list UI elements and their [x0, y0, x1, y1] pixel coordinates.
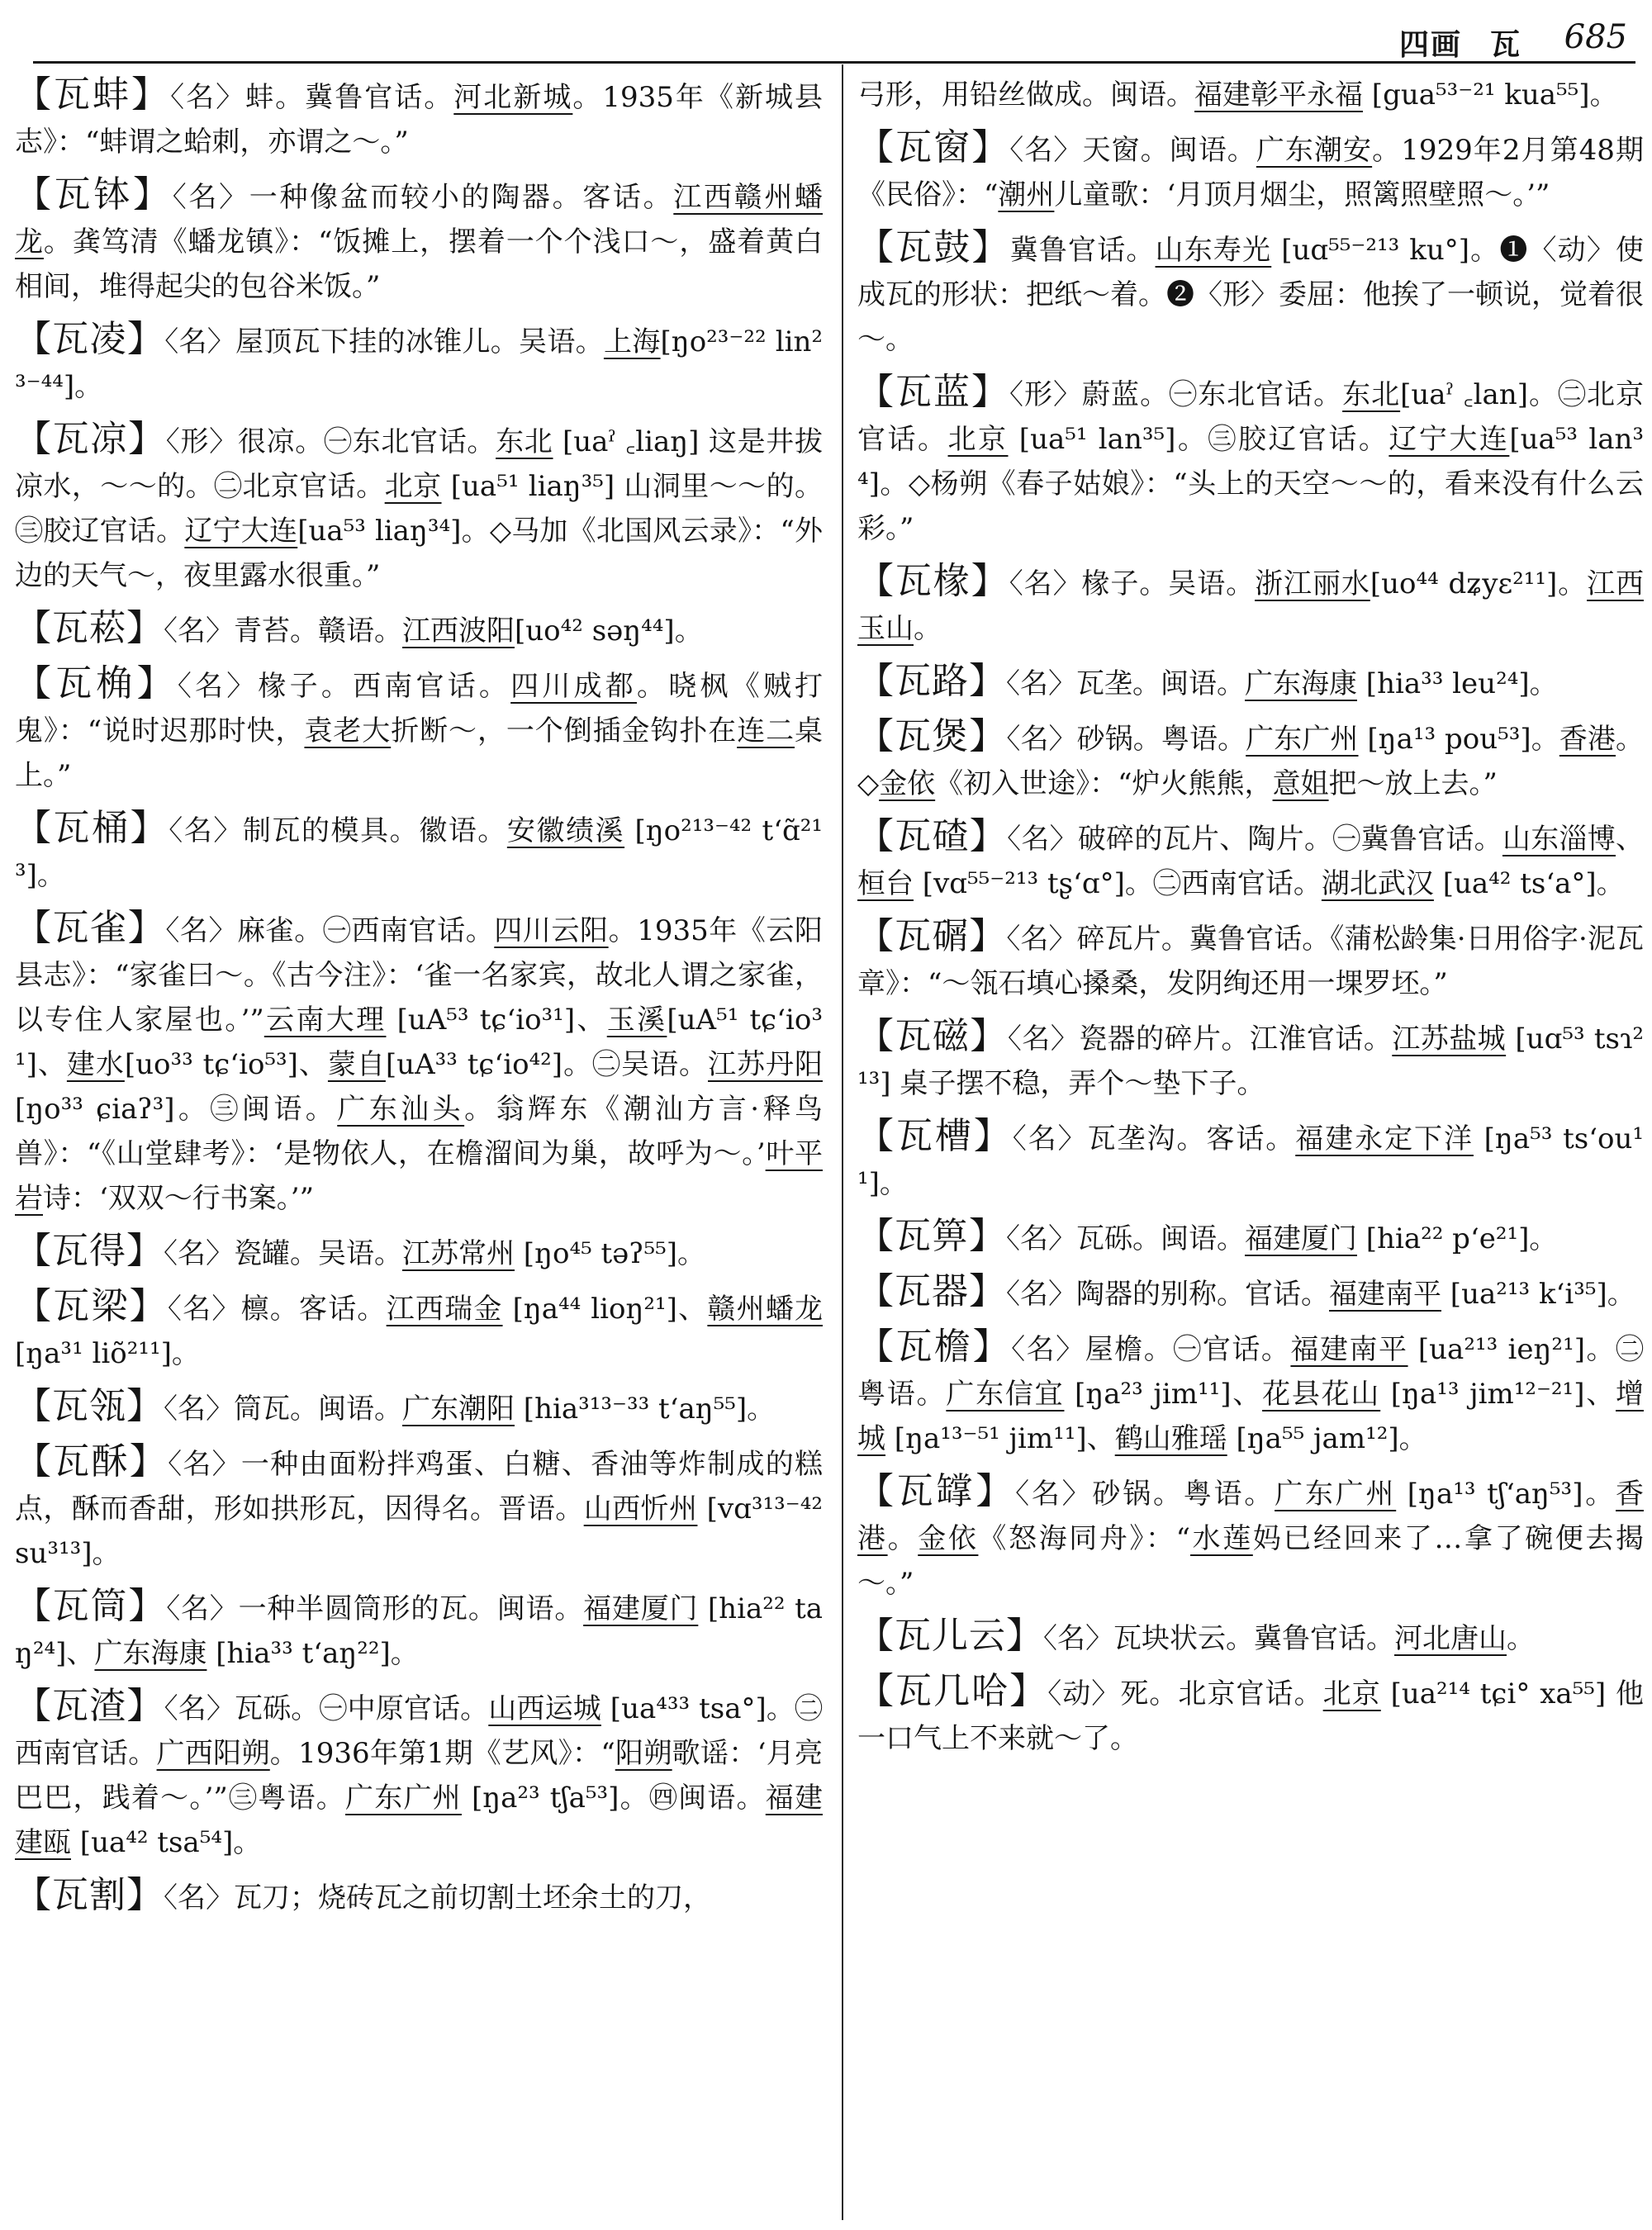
entry-text: 〈名〉屋檐。㊀官话。: [1011, 1333, 1291, 1366]
place-name: 北京: [947, 423, 1009, 456]
entry-headword: 【瓦几哈】: [857, 1670, 1048, 1712]
place-name: 福建厦门: [583, 1592, 699, 1625]
entry-text: 〈名〉檩。客话。: [167, 1293, 387, 1326]
place-name: 山西忻州: [583, 1492, 698, 1525]
entry-text: [hia³¹³⁻³³ tʻaŋ⁵⁵]。: [515, 1393, 776, 1426]
entry-text: [ŋo⁴⁵ təʔ⁵⁵]。: [515, 1237, 706, 1270]
dictionary-entry: [15, 417, 823, 598]
entry-text: [ua²¹⁴ tɕi° xa⁵⁵] 他一口气上不来就～了。: [857, 1677, 1644, 1755]
entry-text: [ŋa²³ tʃa⁵³]。㊃闽语。: [461, 1782, 766, 1815]
entry-text: 桌上。”: [15, 714, 823, 792]
place-name: 辽宁大连: [1389, 423, 1510, 456]
entry-text: 、: [1616, 823, 1644, 856]
place-name: 广东信宜: [946, 1378, 1065, 1411]
entry-text: [ua⁴² tsʻa°]。: [1433, 867, 1625, 900]
entry-text: [ŋa¹³ jim¹²⁻²¹]、: [1380, 1378, 1616, 1411]
dictionary-entry: [857, 1614, 1644, 1661]
entry-text: 〈名〉瓦垄。闽语。: [1006, 667, 1245, 700]
entry-headword: 【瓦罉】: [857, 1470, 1016, 1512]
entry-headword: 【瓦雀】: [15, 907, 166, 949]
entry-text: [ŋo²¹³⁻⁴² tʻɑ̃²¹³]。: [15, 814, 823, 892]
place-name: 广东海康: [94, 1637, 207, 1670]
dictionary-entry: [857, 914, 1644, 1006]
dictionary-entry: [15, 1684, 823, 1865]
place-name: 福建建瓯: [15, 1782, 823, 1859]
place-name: 广东海康: [1245, 667, 1357, 700]
entry-text: [ua⁵¹ liaŋ³⁵] 山洞里～～的。㊂胶辽官话。: [15, 470, 823, 548]
entry-headword: 【瓦蓝】: [857, 371, 1010, 413]
place-name: 河北唐山: [1394, 1622, 1507, 1655]
entry-headword: 【瓦蚌】: [15, 74, 171, 116]
entry-text: 冀鲁官话。: [1009, 234, 1156, 267]
entry-text: [ŋo³³ ɕiaʔ³]。㊂闽语。: [15, 1093, 338, 1126]
entry-headword: 【瓦器】: [857, 1270, 1006, 1312]
dictionary-entry: [15, 606, 823, 653]
entry-text: 〈动〉死。北京官话。: [1047, 1677, 1323, 1710]
entry-text: [uo⁴⁴ dʑyɛ²¹¹]。: [1370, 567, 1588, 600]
place-name: 福建南平: [1290, 1333, 1408, 1366]
place-name: 山东寿光: [1155, 234, 1272, 267]
place-name: 辽宁大连: [184, 515, 298, 548]
entry-text: 〈名〉屋顶瓦下挂的冰锥儿。吴语。: [164, 325, 604, 358]
column-divider: [842, 64, 843, 2220]
right-column: [857, 73, 1644, 2220]
entry-text: 弓形，用铅丝做成。闽语。: [857, 78, 1194, 112]
entry-headword: 【瓦瓴】: [15, 1385, 164, 1427]
place-name: 玉溪: [606, 1004, 667, 1037]
entry-text: 〈名〉砂锅。粤语。: [1006, 723, 1246, 756]
entry-text: [uɑ⁵³ tsɿ²¹³] 桌子摆不稳，弄个～垫下子。: [857, 1022, 1644, 1100]
entry-text: [gua⁵³⁻²¹ kua⁵⁵]。: [1363, 78, 1618, 112]
entry-text: 儿童歌：‘月顶月烟尘，照篱照壁照～。’”: [1054, 178, 1550, 211]
entry-text: 。翁辉东《潮汕方言·释鸟兽》：“《山堂肆考》：‘是物依人，在檐溜间为巢，故呼为～。’: [15, 1093, 823, 1170]
entry-text: [ŋa¹³ pou⁵³]。: [1358, 723, 1559, 756]
entry-headword: 【瓦凌】: [15, 318, 165, 360]
place-name: 四川成都: [510, 670, 637, 703]
dictionary-entry: [15, 1584, 823, 1676]
place-name: 福建厦门: [1245, 1222, 1357, 1255]
entry-text: [uo³³ tɕʻio⁵³]、: [124, 1048, 328, 1081]
place-name: 福建彰平永福: [1194, 78, 1363, 112]
entry-text: 〈名〉瓷器的碎片。江淮官话。: [1007, 1022, 1393, 1056]
dictionary-entry: [857, 1469, 1644, 1606]
entry-text: 〈名〉麻雀。㊀西南官话。: [165, 914, 495, 947]
dictionary-entry: [15, 1873, 823, 1920]
entry-headword: 【瓦檐】: [857, 1326, 1012, 1368]
entry-text: 〈名〉瓦块状云。冀鲁官话。: [1043, 1622, 1394, 1655]
entry-headword: 【瓦桶】: [15, 807, 169, 849]
place-name: 东北: [1342, 378, 1401, 411]
entry-text: [ŋa³¹ liõ²¹¹]。: [15, 1337, 200, 1370]
entry-text: 〈名〉瓦砾。闽语。: [1006, 1222, 1245, 1255]
entry-text: 〈名〉瓦砾。㊀中原官话。: [164, 1692, 489, 1725]
entry-text: 〈名〉砂锅。粤语。: [1015, 1478, 1275, 1511]
entry-headword: 【瓦鼓】: [857, 226, 1010, 268]
entry-text: [ŋa²³ jim¹¹]、: [1064, 1378, 1263, 1411]
place-name: 江西波阳: [402, 614, 515, 648]
entry-text: [hia³³ leu²⁴]。: [1357, 667, 1558, 700]
dictionary-entry: [857, 225, 1644, 362]
section-character: 瓦: [1489, 27, 1520, 62]
place-name: 金依: [918, 1522, 979, 1555]
place-name: 广东潮安: [1256, 134, 1373, 167]
dictionary-entry: [15, 662, 823, 798]
entry-text: [hia²² taŋ²⁴]、: [15, 1592, 823, 1670]
entry-text: 。龚笃清《蟠龙镇》：“饭摊上，摆着一个个浅口～，盛着黄白相间，堆得起尖的包谷米饭。”: [15, 225, 823, 303]
entry-text: [uA⁵³ tɕʻio³¹]、: [386, 1004, 607, 1037]
entry-text: 〈名〉一种像盆而较小的陶器。客话。: [172, 181, 674, 214]
place-name: 河北新城: [453, 81, 573, 114]
place-name: 安徽绩溪: [506, 814, 625, 847]
page-header: [33, 15, 1635, 64]
entry-text: [ua²¹³ kʻi³⁵]。: [1441, 1278, 1635, 1311]
entry-text: [ua²¹³ ieŋ²¹]。㊁粤语。: [857, 1333, 1644, 1411]
entry-text: 〈形〉很凉。㊀东北官话。: [165, 425, 496, 458]
entry-text: [ŋa⁵³ tsʻou¹¹]。: [857, 1122, 1644, 1200]
entry-text: [ŋa⁴⁴ lioŋ²¹]、: [502, 1293, 708, 1326]
place-name: 广东广州: [344, 1782, 462, 1815]
place-name: 赣州蟠龙: [707, 1293, 823, 1326]
place-name: 江西玉山: [857, 567, 1644, 645]
entry-headword: 【瓦煲】: [857, 715, 1007, 757]
entry-headword: 【瓦窗】: [857, 126, 1010, 168]
entry-text: [uaˀ ꜀lan]。㊁北京官话。: [857, 378, 1644, 456]
section-label: 四画: [1398, 27, 1462, 62]
place-name: 广东潮阳: [402, 1393, 515, 1426]
entry-text: 〈名〉青苔。赣语。: [164, 614, 402, 648]
dictionary-entry: [857, 1669, 1644, 1761]
dictionary-entry: [15, 806, 823, 898]
entry-headword: 【瓦磁】: [857, 1015, 1008, 1057]
dictionary-entry: [857, 1269, 1644, 1317]
place-name: 建水: [66, 1048, 125, 1081]
entry-text: 〈名〉椽子。西南官话。: [177, 670, 511, 703]
entry-text: 把～放上去。”: [1328, 767, 1498, 800]
entry-text: 〈名〉一种半圆筒形的瓦。闽语。: [166, 1592, 584, 1625]
entry-text: 〈名〉瓷罐。吴语。: [164, 1237, 402, 1270]
entry-text: [uA⁵¹ tɕʻio³¹]、: [15, 1004, 823, 1081]
place-name: 江西赣州蟠龙: [15, 181, 823, 259]
entry-text: [uɑ⁵⁵⁻²¹³ ku°]。❶〈动〉使成瓦的形状：把纸～着。❷〈形〉委屈：他挨了一顿说，觉着很～。: [857, 234, 1644, 356]
entry-headword: 【瓦儿云】: [857, 1615, 1043, 1657]
place-name: 广东汕头: [337, 1093, 465, 1126]
entry-text: 。1936年第1期《艺风》：“: [269, 1737, 615, 1770]
place-name: 连二: [737, 714, 795, 747]
dictionary-entry: [15, 1229, 823, 1276]
entry-text: 。1929年2月第48期《民俗》：“: [857, 134, 1644, 211]
entry-text: [hia²² pʻe²¹]。: [1357, 1222, 1558, 1255]
entry-text: 妈已经回来了…拿了碗便去揭～。”: [857, 1522, 1644, 1600]
entry-text: 〈名〉破碎的瓦片、陶片。㊀冀鲁官话。: [1007, 823, 1502, 856]
dictionary-entry: [857, 126, 1644, 217]
dictionary-entry: [857, 370, 1644, 551]
entry-headword: 【瓦路】: [857, 660, 1006, 702]
dictionary-entry: [857, 1014, 1644, 1106]
entry-text: [ua⁴³³ tsa°]。㊁西南官话。: [15, 1692, 823, 1770]
entry-headword: 【瓦碴】: [857, 815, 1008, 857]
entry-text: [hia³³ tʻaŋ²²]。: [206, 1637, 419, 1670]
dictionary-entry: [857, 1214, 1644, 1261]
entry-text: [ŋa¹³⁻⁵¹ jim¹¹]、: [885, 1422, 1115, 1455]
place-name: 阳朔: [615, 1737, 672, 1770]
entry-text: 〈名〉碎瓦片。冀鲁官话。《蒲松龄集·日用俗字·泥瓦章》：“～瓴石填心搡桑，发阴绚还用一堁罗坯。”: [857, 923, 1644, 1000]
page-number: 685: [1564, 18, 1627, 56]
entry-text: 歌谣：‘月亮巴巴，践着～。’”㊂粤语。: [15, 1737, 823, 1815]
place-name: 浙江丽水: [1255, 567, 1370, 600]
place-name: 潮州: [998, 178, 1055, 211]
place-name: 花县花山: [1262, 1378, 1381, 1411]
left-column: [15, 73, 823, 2220]
entry-text: 折断～，一个倒插金钩扑在: [391, 714, 738, 747]
place-name: 意姐: [1272, 767, 1329, 800]
entry-headword: 【瓦凉】: [15, 418, 166, 460]
place-name: 云南大理: [263, 1004, 387, 1037]
dictionary-entry: [15, 73, 823, 164]
place-name: 鹤山雅瑶: [1114, 1422, 1227, 1455]
place-name: 福建南平: [1329, 1278, 1441, 1311]
entry-headword: 【瓦渣】: [15, 1685, 164, 1727]
entry-text: 。◇: [857, 723, 1644, 800]
place-name: 广东广州: [1275, 1478, 1397, 1511]
place-name: 江西瑞金: [386, 1293, 503, 1326]
entry-text: 〈名〉天窗。闽语。: [1009, 134, 1256, 167]
entry-text: [ŋo²³⁻²² lin²³⁻⁴⁴]。: [15, 325, 823, 403]
entry-text: 《怒海同舟》：“: [978, 1522, 1191, 1555]
entry-headword: 【瓦桷】: [15, 662, 178, 705]
entry-headword: 【瓦椽】: [857, 560, 1009, 602]
dictionary-entry: [15, 1284, 823, 1376]
place-name: 叶平岩: [15, 1137, 823, 1215]
entry-text: 《初入世途》：“炉火熊熊，: [935, 767, 1273, 800]
place-name: 湖北武汉: [1321, 867, 1434, 900]
dictionary-entry: [15, 173, 823, 309]
place-name: 江苏盐城: [1392, 1022, 1507, 1056]
entry-text: 〈名〉一种由面粉拌鸡蛋、白糖、香油等炸制成的糕点，酥而香甜，形如拱形瓦，因得名。晋语。: [15, 1448, 823, 1525]
entry-text: 。1935年《新城县志》：“蚌谓之蛤刺，亦谓之～。”: [15, 81, 823, 159]
dictionary-entry: [857, 659, 1644, 706]
entry-text: 〈名〉制瓦的模具。徽语。: [169, 814, 507, 847]
dictionary-entry: [15, 317, 823, 409]
entry-text: 〈名〉椽子。吴语。: [1009, 567, 1256, 600]
entry-headword: 【瓦筒】: [15, 1585, 167, 1627]
place-name: 福建永定下洋: [1295, 1122, 1474, 1155]
entry-text: 〈名〉陶器的别称。官话。: [1006, 1278, 1329, 1311]
dictionary-entry: [857, 714, 1644, 806]
entry-headword: 【瓦割】: [15, 1874, 164, 1916]
entry-text: 。晓枫《贼打鬼》：“说时迟那时快，: [15, 670, 823, 747]
dictionary-entry: [15, 1384, 823, 1431]
entry-text: 〈名〉蚌。冀鲁官话。: [170, 81, 454, 114]
place-name: 蒙自: [327, 1048, 386, 1081]
place-name: 香港: [857, 1478, 1644, 1555]
entry-headword: 【瓦槽】: [857, 1115, 1013, 1157]
place-name: 东北: [496, 425, 553, 458]
place-name: 广西阳朔: [156, 1737, 270, 1770]
place-name: 广东广州: [1246, 723, 1359, 756]
entry-text: [vɑ³¹³⁻⁴² su³¹³]。: [15, 1492, 823, 1570]
place-name: 增城: [857, 1378, 1644, 1455]
place-name: 北京: [384, 470, 442, 503]
dictionary-entry: [15, 906, 823, 1221]
place-name: 水莲: [1190, 1522, 1253, 1555]
dictionary-entry: [857, 1114, 1644, 1206]
entry-text: 〈名〉筒瓦。闽语。: [164, 1393, 402, 1426]
entry-text: [uaˀ ꜀liaŋ] 这是井拔凉水，～～的。㊁北京官话。: [15, 425, 823, 503]
place-name: 金依: [879, 767, 936, 800]
entry-headword: 【瓦酥】: [15, 1440, 169, 1483]
entry-text: 〈形〉蔚蓝。㊀东北官话。: [1009, 378, 1343, 411]
place-name: 江苏丹阳: [708, 1048, 823, 1081]
dictionary-entry: [857, 1325, 1644, 1461]
entry-headword: 【瓦菘】: [15, 607, 164, 649]
place-name: 桓台: [857, 867, 914, 900]
dictionary-entry: [15, 1440, 823, 1576]
dictionary-entry: [857, 814, 1644, 906]
entry-text: 。: [914, 612, 942, 645]
entry-text: 。: [887, 1522, 919, 1555]
entry-text: 诗：‘双双～行书案。’”: [43, 1182, 314, 1215]
entry-text: [vɑ⁵⁵⁻²¹³ tʂʻɑ°]。㊁西南官话。: [914, 867, 1322, 900]
entry-headword: 【瓦箅】: [857, 1215, 1006, 1257]
entry-text: [ŋa⁵⁵ jam¹²]。: [1227, 1422, 1427, 1455]
place-name: 北京: [1322, 1677, 1381, 1710]
entry-text: 〈名〉瓦垄沟。客话。: [1012, 1122, 1296, 1155]
entry-text: 。: [1507, 1622, 1535, 1655]
entry-text: [ua⁵³ liaŋ³⁴]。◇马加《北国风云录》：“外边的天气～，夜里露水很重。”: [15, 515, 823, 592]
place-name: 上海: [603, 325, 661, 358]
place-name: 山东淄博: [1502, 823, 1616, 856]
entry-text: [uA³³ tɕʻio⁴²]。㊁吴语。: [385, 1048, 709, 1081]
dictionary-entry: [857, 559, 1644, 651]
place-name: 江苏常州: [402, 1237, 515, 1270]
entry-headword: 【瓦梁】: [15, 1285, 168, 1327]
place-name: 香港: [1559, 723, 1616, 756]
place-name: 四川云阳: [494, 914, 609, 947]
entry-headword: 【瓦钵】: [15, 173, 173, 216]
entry-text: [uo⁴² səŋ⁴⁴]。: [515, 614, 703, 648]
entry-text: [ua⁴² tsa⁵⁴]。: [71, 1826, 262, 1859]
place-name: 袁老大: [304, 714, 392, 747]
entry-text: 。1935年《云阳县志》：“家雀曰～。《古今注》：‘雀一名家宾，故北人谓之家雀，以专住人家屋也。’”: [15, 914, 823, 1037]
place-name: 山西运城: [488, 1692, 601, 1725]
entry-text: [ua⁵³ lan³⁴]。◇杨朔《春子姑娘》：“头上的天空～～的，看来没有什么云彩。”: [857, 423, 1644, 545]
entry-text: [ŋa¹³ tʃʻaŋ⁵³]。: [1396, 1478, 1616, 1511]
dictionary-entry: [857, 73, 1644, 117]
entry-text: [ua⁵¹ lan³⁵]。㊂胶辽官话。: [1008, 423, 1389, 456]
entry-text: 〈名〉瓦刀；烧砖瓦之前切割土坯余土的刀，: [164, 1881, 711, 1914]
entry-headword: 【瓦得】: [15, 1230, 164, 1272]
entry-headword: 【瓦碿】: [857, 915, 1007, 957]
